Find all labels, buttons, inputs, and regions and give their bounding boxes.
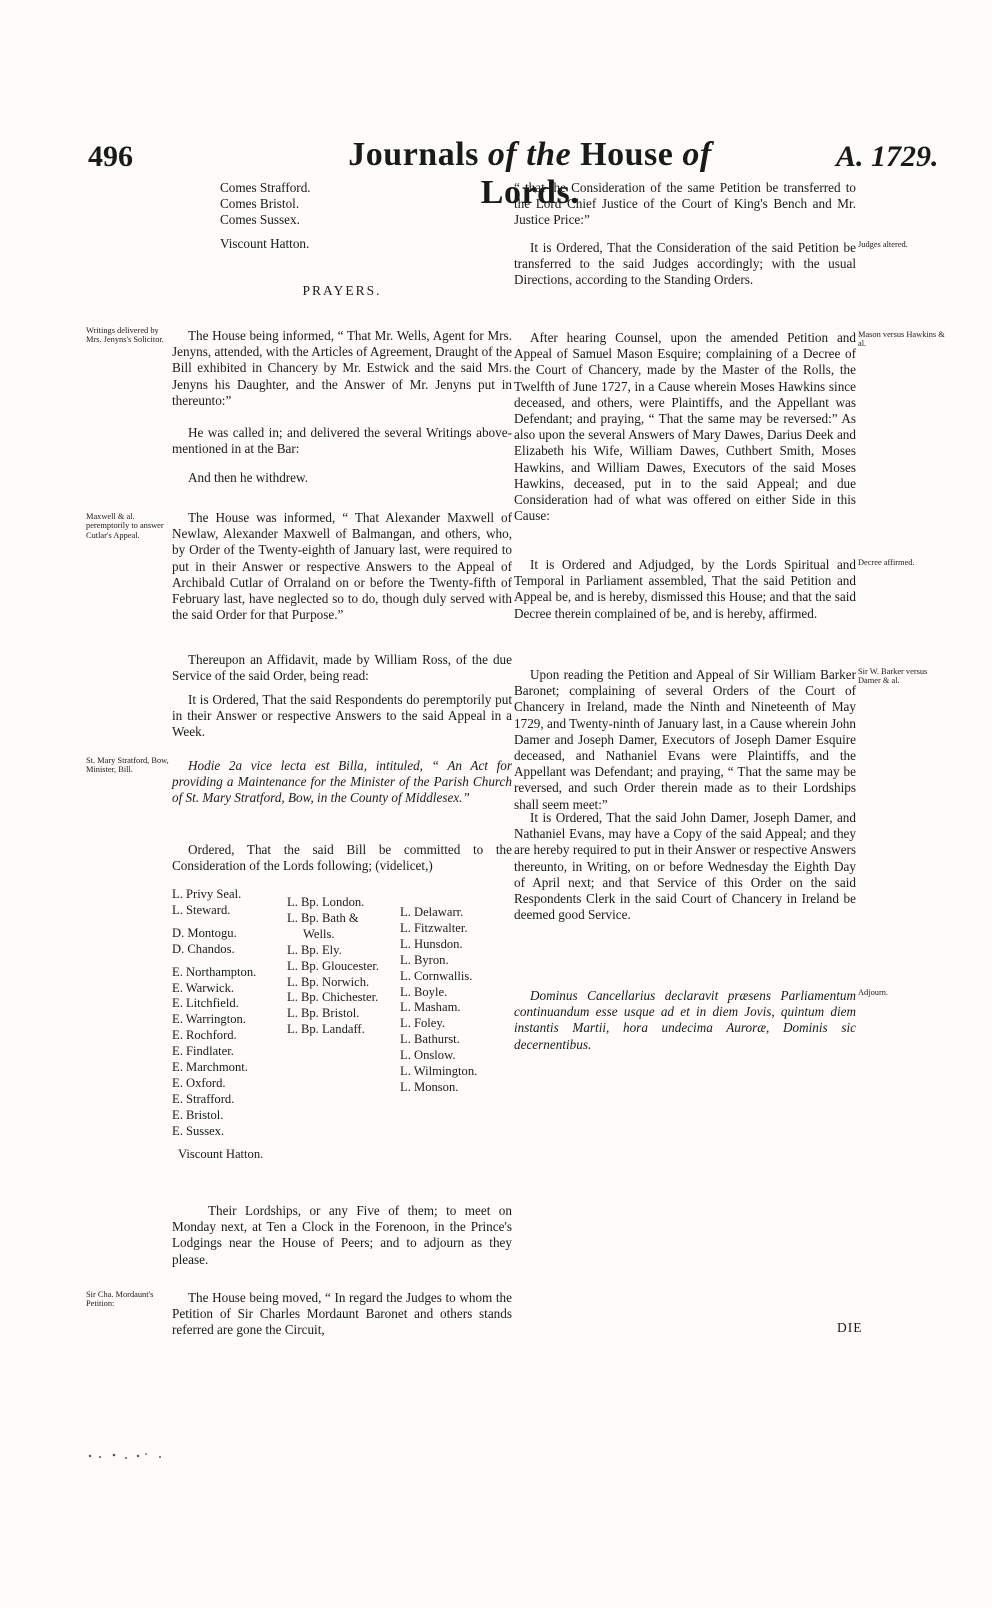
lord-name: D. Montogu.	[172, 925, 237, 940]
paragraph: It is Ordered, That the said Respondents do peremptorily put in their Answer or respective Answers to the said Appeal in a Week.	[172, 692, 512, 740]
entry-mordaunt	[172, 1290, 512, 1339]
lord-name: L. Hunsdon.	[400, 936, 463, 951]
lord-name: E. Bristol.	[172, 1107, 224, 1122]
catchword: DIE	[837, 1320, 863, 1335]
entry-committed	[172, 842, 512, 874]
lord-name: E. Marchmont.	[172, 1060, 248, 1075]
attendance-line: Comes Sussex.	[220, 212, 300, 227]
lord-name: E. Warrington.	[172, 1012, 246, 1027]
margin-note: Sir Cha. Mordaunt's Petition:	[86, 1290, 154, 1309]
entry-jenyns-writings	[172, 328, 512, 409]
paragraph: Upon reading the Petition and Appeal of Sir William Barker Baronet; complaining of several Orders of the Court of Chancery in Ireland, made the Ninth and Nineteenth of May 1729, and Twenty-ninth of January last, in a Cause wherein John Damer and Joseph Damer, Executors of Joseph Damer Esquire deceased, and Nathaniel Evans were Plaintiffs, and the Appellant was Defendant; and praying, “ That the same may be reversed, and such Order therein made as to their Lordships shall seem meet:”	[514, 667, 856, 812]
paragraph: Thereupon an Affidavit, made by William Ross, of the due Service of the said Order, being read:	[172, 652, 512, 684]
lord-name: L. Byron.	[400, 952, 449, 967]
entry-stratford-bill	[172, 758, 512, 807]
lord-name: L. Wilmington.	[400, 1064, 478, 1079]
entry-meeting	[172, 1203, 512, 1268]
title-word: Lords.	[480, 174, 580, 211]
margin-note: Decree affirmed.	[858, 558, 915, 567]
title-word: House	[580, 136, 674, 173]
lord-name: E. Northampton.	[172, 964, 257, 979]
paragraph: It is Ordered and Adjudged, by the Lords Spiritual and Temporal in Parliament assembled, That the said Petition and Appeal be, and is hereby, dismissed this House; and that the said Decree therein complained of be, and is hereby, affirmed.	[514, 557, 856, 621]
lord-name: L. Bp. Landaff.	[287, 1022, 365, 1037]
lord-name: L. Masham.	[400, 1000, 461, 1015]
paragraph: Ordered, That the said Bill be committed to the Consideration of the Lords following; (videlicet,)	[172, 842, 512, 874]
paragraph: He was called in; and delivered the several Writings above-mentioned in at the Bar:	[172, 425, 512, 457]
entry-called-in	[172, 425, 512, 457]
paragraph: Hodie 2a vice lecta est Billa, intituled, “ An Act for providing a Maintenance for the Minister of the Parish Church of St. Mary Stratford, Bow, in the County of Middlesex.”	[172, 758, 512, 806]
ink-smudge-decoration	[80, 1442, 190, 1472]
paragraph: The House being informed, “ That Mr. Wells, Agent for Mrs. Jenyns, attended, with the Articles of Agreement, Draught of the Bill exhibited in Chancery by Mr. Estwick and the said Mrs. Jenyns his Daughter, and the Answer of Mr. Jenyns put in thereunto:”	[172, 328, 512, 408]
prayers-heading: PRAYERS.	[302, 283, 382, 298]
lords-list-2	[287, 895, 379, 1038]
paragraph: The House was informed, “ That Alexander Maxwell of Newlaw, Alexander Maxwell of Balmangan, and others, who, by Order of the Twenty-eighth of January last, were required to put in their Answer or respective Answers to the Appeal of Archibald Cutlar of Orraland on or before the Twenty-fifth of February last, have neglected so to do, though duly served with the said Order for that Purpose.”	[172, 510, 512, 623]
entry-order-respondents	[172, 692, 512, 741]
lord-name: L. Fitzwalter.	[400, 920, 468, 935]
lord-name: E. Strafford.	[172, 1091, 235, 1106]
entry-adjournment	[514, 988, 856, 1053]
lord-name: L. Foley.	[400, 1016, 446, 1031]
lord-name: L. Bp. London.	[287, 895, 365, 909]
entry-judges-transfer	[514, 180, 856, 229]
paragraph: Their Lordships, or any Five of them; to meet on Monday next, at Ten a Clock in the Forenoon, in the Prince's Lodgings near the House of Peers; and to adjourn as they please.	[172, 1203, 512, 1267]
entry-withdrew	[172, 470, 512, 486]
paragraph: The House being moved, “ In regard the Judges to whom the Petition of Sir Charles Mordaunt Baronet and others stands referred are gone the Circuit,	[172, 1290, 512, 1338]
attendance-line: Comes Strafford.	[220, 180, 311, 195]
title-word: Journals	[348, 136, 479, 173]
lord-name: D. Chandos.	[172, 941, 235, 956]
lord-name: L. Monson.	[400, 1079, 459, 1094]
margin-note: Mason versus Hawkins & al.	[858, 330, 945, 349]
lord-name: L. Onslow.	[400, 1048, 456, 1063]
lord-name: L. Bp. Bristol.	[287, 1006, 360, 1021]
lord-name: L. Bp. Bath &	[287, 910, 359, 925]
year: A. 1729.	[836, 140, 939, 173]
lord-name: L. Boyle.	[400, 984, 448, 999]
lord-name: E. Oxford.	[172, 1075, 226, 1090]
paragraph: After hearing Counsel, upon the amended Petition and Appeal of Samuel Mason Esquire; complaining of a Decree of the Court of Chancery, made by the Master of the Rolls, the Twelfth of June 1727, in a Cause wherein Moses Hawkins since deceased, and others, were Plaintiffs, and the Appellant was Defendant; and praying, “ That the same may be reversed:” As also upon the several Answers of Mary Dawes, Darius Deek and Elizabeth his Wife, William Dawes, Cuthbert Smith, Moses Hawkins, and William Dawes, Executors of the said Moses Hawkins, deceased, put in to the said Appeal; and due Consideration had of what was offered on either Side in this Cause:	[514, 330, 856, 524]
title-word: of	[682, 136, 712, 173]
lord-name: L. Bp. Ely.	[287, 942, 342, 957]
paragraph: And then he withdrew.	[188, 470, 309, 485]
margin-note: Judges altered.	[858, 240, 908, 249]
margin-note: St. Mary Stratford, Bow, Minister, Bill.	[86, 756, 169, 775]
entry-affidavit	[172, 652, 512, 684]
lord-name: E. Warwick.	[172, 980, 235, 995]
paragraph: “ that the Consideration of the same Petition be transferred to the Lord Chief Justice of the Court of King's Bench and Mr. Justice Price:”	[514, 180, 856, 228]
entry-maxwell	[172, 510, 512, 623]
entry-decree-affirmed	[514, 557, 856, 622]
lords-list-1	[172, 887, 263, 1163]
lord-name: E. Findlater.	[172, 1044, 234, 1059]
lord-name: L. Bathurst.	[400, 1032, 460, 1047]
margin-note: Writings delivered by Mrs. Jenyns's Solicitor.	[86, 326, 164, 345]
lord-name: L. Privy Seal.	[172, 887, 242, 901]
lord-name: L. Bp. Gloucester.	[287, 958, 379, 973]
margin-note: Sir W. Barker versus Damer & al.	[858, 667, 928, 686]
lord-name: E. Litchfield.	[172, 996, 239, 1011]
lord-name: E. Rochford.	[172, 1028, 237, 1043]
lords-list-3	[400, 905, 477, 1096]
lord-name: Viscount Hatton.	[178, 1146, 264, 1161]
margin-note: Maxwell & al. peremptorily to answer Cutlar's Appeal.	[86, 512, 164, 540]
lord-name: L. Bp. Chichester.	[287, 990, 379, 1005]
paragraph: It is Ordered, That the Consideration of the said Petition be transferred to the said Judges accordingly; with the usual Directions, according to the Standing Orders.	[514, 240, 856, 288]
lord-name: Wells.	[303, 926, 335, 941]
entry-barker-appeal	[514, 667, 856, 813]
page-number: 496	[88, 140, 133, 173]
lord-name: E. Sussex.	[172, 1123, 225, 1138]
margin-note: Adjourn.	[858, 988, 889, 997]
attendance-line: Comes Bristol.	[220, 196, 300, 211]
paragraph: Dominus Cancellarius declaravit præsens Parliamentum continuandum esse usque ad et in diem Jovis, quintum diem instantis Martii, hora undecima Auroræ, Dominis sic decernentibus.	[514, 988, 856, 1052]
title-word: the	[526, 136, 572, 173]
lord-name: L. Steward.	[172, 902, 231, 917]
title-word: of	[487, 136, 518, 173]
entry-mason-appeal	[514, 330, 856, 524]
lord-name: L. Delawarr.	[400, 905, 464, 919]
lord-name: L. Bp. Norwich.	[287, 974, 370, 989]
lord-name: L. Cornwallis.	[400, 968, 473, 983]
attendance-line: Viscount Hatton.	[220, 236, 310, 251]
entry-order-judges	[514, 240, 856, 289]
paragraph: It is Ordered, That the said John Damer, Joseph Damer, and Nathaniel Evans, may have a Copy of the said Appeal; and they are hereby required to put in their Answer or respective Answers thereunto, in Writing, on or before Wednesday the Eighth Day of April next; and that Service of this Order on the said Respondents Clerk in the said Court of Chancery in Ireland be deemed good Service.	[514, 810, 856, 923]
entry-damer-order	[514, 810, 856, 923]
